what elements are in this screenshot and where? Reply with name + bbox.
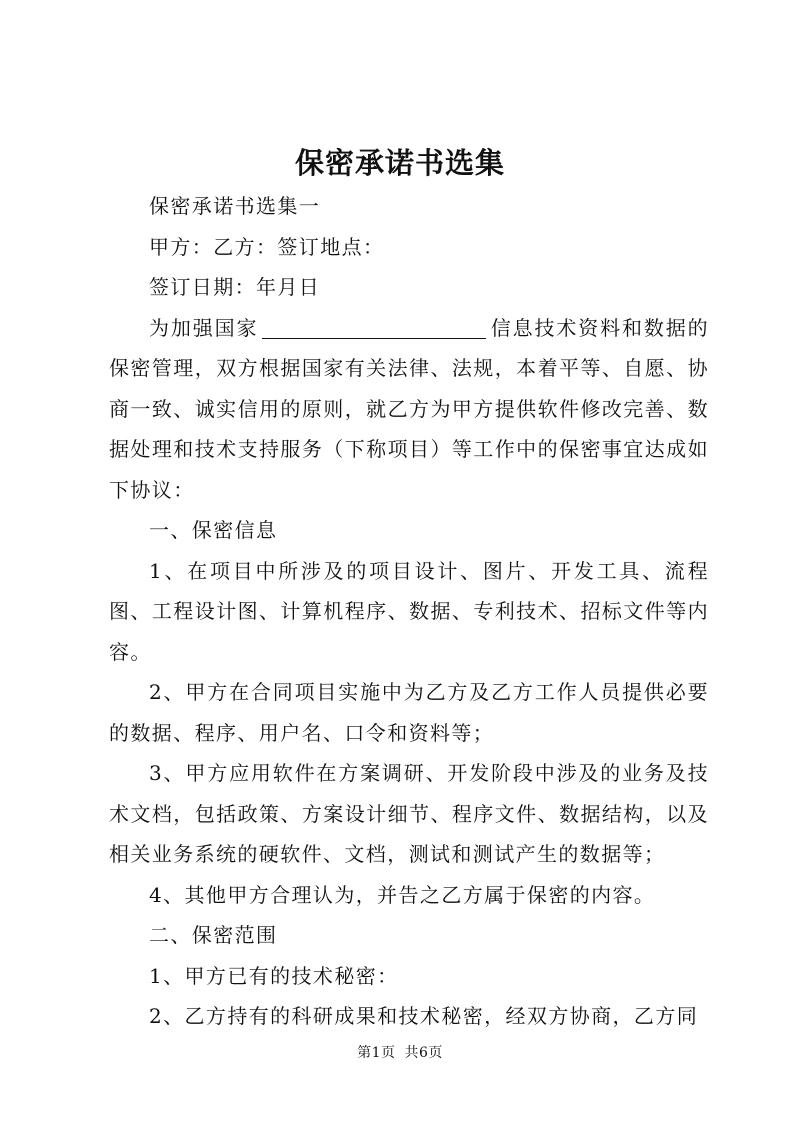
clause-2-1: 1、甲方已有的技术秘密： xyxy=(149,963,399,988)
document-body xyxy=(109,186,709,1037)
page-footer xyxy=(0,1043,800,1063)
document-title: 保密承诺书选集 xyxy=(294,146,505,180)
section-heading-scope: 二、保密范围 xyxy=(149,923,278,947)
clause-1-3: 3、甲方应用软件在方案调研、开发阶段中涉及的业务及技术文档，包括政策、方案设计细节、程序文件、数据结构，以及相关业务系统的硬软件、文档，测试和测试产生的数据等； xyxy=(109,761,709,866)
paragraph-parties: 甲方：乙方：签订地点： xyxy=(149,234,385,259)
page-total: 共6页 xyxy=(404,1045,443,1061)
clause-1-4: 4、其他甲方合理认为，并告之乙方属于保密的内容。 xyxy=(149,882,656,907)
fill-in-blank xyxy=(262,314,486,339)
clause-2-2: 2、乙方持有的科研成果和技术秘密，经双方协商，乙方同 xyxy=(149,1004,699,1028)
page-number: 第1页 xyxy=(357,1045,396,1061)
paragraph-intro xyxy=(109,308,709,511)
clause-1-2: 2、甲方在合同项目实施中为乙方及乙方工作人员提供必要的数据、程序、用户名、口令和资料等； xyxy=(109,680,709,745)
paragraph-subtitle: 保密承诺书选集一 xyxy=(149,194,321,218)
clause-1-1: 1、在项目中所涉及的项目设计、图片、开发工具、流程图、工程设计图、计算机程序、数据、专利技术、招标文件等内容。 xyxy=(109,558,709,664)
intro-text-after-blank: 信息技术资料和数据的保密管理，双方根据国家有关法律、法规，本着平等、自愿、协商一致、诚实信用的原则，就乙方为甲方提供软件修改完善、数据处理和技术支持服务（下称项目）等工作中的保密事宜达成如下协议： xyxy=(109,315,710,502)
intro-text-before-blank: 为加强国家 xyxy=(149,315,259,340)
section-heading-confidential-info: 一、保密信息 xyxy=(149,518,278,542)
paragraph-sign-date: 签订日期：年月日 xyxy=(149,275,321,299)
